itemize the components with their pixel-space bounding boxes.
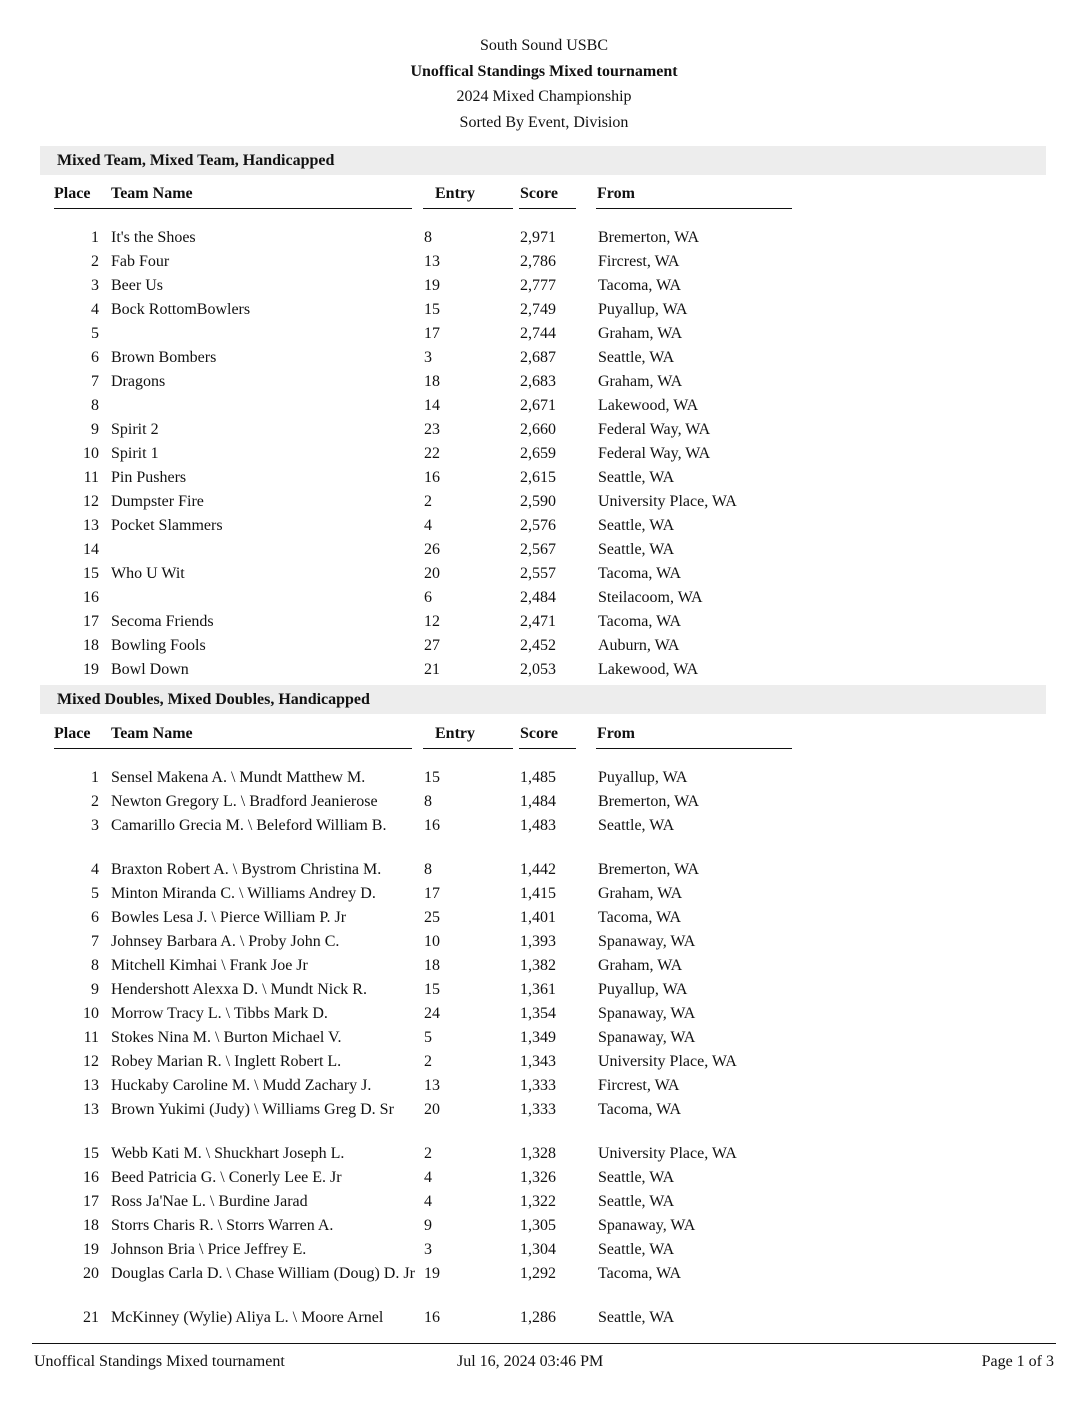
score-cell: 2,687 bbox=[520, 349, 556, 366]
team-name-cell: Huckaby Caroline M. \ Mudd Zachary J. bbox=[111, 1077, 372, 1094]
header-underline bbox=[423, 208, 513, 209]
from-cell: Graham, WA bbox=[598, 325, 683, 342]
team-name-cell: Brown Bombers bbox=[111, 349, 217, 366]
score-cell: 2,971 bbox=[520, 229, 556, 246]
place-cell: 7 bbox=[91, 373, 99, 390]
from-cell: Federal Way, WA bbox=[598, 421, 711, 438]
from-cell: Seattle, WA bbox=[598, 469, 675, 486]
team-name-cell: Ross Ja'Nae L. \ Burdine Jarad bbox=[111, 1193, 308, 1210]
from-cell: Seattle, WA bbox=[598, 1193, 675, 1210]
score-cell: 1,361 bbox=[520, 981, 556, 998]
team-name-cell: Spirit 2 bbox=[111, 421, 159, 438]
section-title: Mixed Team, Mixed Team, Handicapped bbox=[57, 152, 335, 169]
col-entry: Entry bbox=[435, 185, 475, 202]
place-cell: 5 bbox=[91, 325, 99, 342]
team-name-cell: Johnsey Barbara A. \ Proby John C. bbox=[111, 933, 340, 950]
team-name-cell: Morrow Tracy L. \ Tibbs Mark D. bbox=[111, 1005, 328, 1022]
score-cell: 1,415 bbox=[520, 885, 556, 902]
entry-cell: 3 bbox=[424, 349, 432, 366]
score-cell: 1,304 bbox=[520, 1241, 556, 1258]
from-cell: Seattle, WA bbox=[598, 517, 675, 534]
score-cell: 1,333 bbox=[520, 1101, 556, 1118]
from-cell: Seattle, WA bbox=[598, 349, 675, 366]
from-cell: Auburn, WA bbox=[598, 637, 680, 654]
entry-cell: 13 bbox=[424, 253, 440, 270]
score-cell: 2,786 bbox=[520, 253, 556, 270]
from-cell: Tacoma, WA bbox=[598, 909, 681, 926]
sort-note: Sorted By Event, Division bbox=[459, 114, 629, 131]
place-cell: 6 bbox=[91, 349, 99, 366]
entry-cell: 26 bbox=[424, 541, 440, 558]
team-name-cell: Sensel Makena A. \ Mundt Matthew M. bbox=[111, 769, 366, 786]
score-cell: 2,484 bbox=[520, 589, 556, 606]
section-title: Mixed Doubles, Mixed Doubles, Handicapped bbox=[57, 691, 370, 708]
from-cell: University Place, WA bbox=[598, 1145, 737, 1162]
from-cell: Bremerton, WA bbox=[598, 793, 700, 810]
score-cell: 1,333 bbox=[520, 1077, 556, 1094]
team-name-cell: Robey Marian R. \ Inglett Robert L. bbox=[111, 1053, 342, 1070]
place-cell: 18 bbox=[83, 1217, 99, 1234]
entry-cell: 12 bbox=[424, 613, 440, 630]
team-name-cell: Newton Gregory L. \ Bradford Jeanierose bbox=[111, 793, 378, 810]
entry-cell: 17 bbox=[424, 885, 440, 902]
entry-cell: 20 bbox=[424, 565, 440, 582]
place-cell: 9 bbox=[91, 421, 99, 438]
footer-divider bbox=[32, 1343, 1056, 1344]
score-cell: 1,485 bbox=[520, 769, 556, 786]
score-cell: 2,683 bbox=[520, 373, 556, 390]
score-cell: 2,749 bbox=[520, 301, 556, 318]
from-cell: Spanaway, WA bbox=[598, 1005, 696, 1022]
place-cell: 4 bbox=[91, 301, 99, 318]
team-name-cell: Hendershott Alexxa D. \ Mundt Nick R. bbox=[111, 981, 367, 998]
score-cell: 1,305 bbox=[520, 1217, 556, 1234]
report-subtitle: 2024 Mixed Championship bbox=[456, 88, 632, 105]
from-cell: Graham, WA bbox=[598, 885, 683, 902]
team-name-cell: It's the Shoes bbox=[111, 229, 196, 246]
team-name-cell: Pin Pushers bbox=[111, 469, 187, 486]
from-cell: Fircrest, WA bbox=[598, 1077, 680, 1094]
from-cell: Tacoma, WA bbox=[598, 565, 681, 582]
score-cell: 1,292 bbox=[520, 1265, 556, 1282]
score-cell: 2,671 bbox=[520, 397, 556, 414]
team-name-cell: Bock RottomBowlers bbox=[111, 301, 251, 318]
from-cell: Puyallup, WA bbox=[598, 301, 688, 318]
score-cell: 2,053 bbox=[520, 661, 556, 678]
entry-cell: 3 bbox=[424, 1241, 432, 1258]
place-cell: 13 bbox=[83, 1101, 99, 1118]
team-name-cell: Beer Us bbox=[111, 277, 163, 294]
score-cell: 1,484 bbox=[520, 793, 556, 810]
score-cell: 1,326 bbox=[520, 1169, 556, 1186]
team-name-cell: Braxton Robert A. \ Bystrom Christina M. bbox=[111, 861, 382, 878]
from-cell: Seattle, WA bbox=[598, 1169, 675, 1186]
entry-cell: 19 bbox=[424, 277, 440, 294]
place-cell: 12 bbox=[83, 493, 99, 510]
entry-cell: 13 bbox=[424, 1077, 440, 1094]
header-underline bbox=[423, 748, 513, 749]
team-name-cell: Camarillo Grecia M. \ Beleford William B. bbox=[111, 817, 387, 834]
section-header-mixed-doubles bbox=[40, 685, 1046, 714]
from-cell: Lakewood, WA bbox=[598, 661, 699, 678]
score-cell: 2,777 bbox=[520, 277, 556, 294]
place-cell: 15 bbox=[83, 1145, 99, 1162]
team-name-cell: Bowl Down bbox=[111, 661, 189, 678]
footer-timestamp: Jul 16, 2024 03:46 PM bbox=[457, 1353, 604, 1370]
from-cell: Tacoma, WA bbox=[598, 277, 681, 294]
score-cell: 1,483 bbox=[520, 817, 556, 834]
team-name-cell: Who U Wit bbox=[111, 565, 185, 582]
entry-cell: 4 bbox=[424, 1169, 432, 1186]
col-score: Score bbox=[520, 185, 558, 202]
place-cell: 17 bbox=[83, 613, 99, 630]
footer-page-number: Page 1 of 3 bbox=[981, 1353, 1054, 1370]
col-score: Score bbox=[520, 725, 558, 742]
entry-cell: 2 bbox=[424, 493, 432, 510]
entry-cell: 8 bbox=[424, 861, 432, 878]
score-cell: 1,382 bbox=[520, 957, 556, 974]
place-cell: 2 bbox=[91, 793, 99, 810]
section-header-mixed-team bbox=[40, 146, 1046, 175]
place-cell: 17 bbox=[83, 1193, 99, 1210]
col-from: From bbox=[597, 725, 635, 742]
entry-cell: 23 bbox=[424, 421, 440, 438]
place-cell: 8 bbox=[91, 957, 99, 974]
place-cell: 10 bbox=[83, 1005, 99, 1022]
entry-cell: 2 bbox=[424, 1145, 432, 1162]
entry-cell: 9 bbox=[424, 1217, 432, 1234]
header-underline bbox=[596, 748, 792, 749]
entry-cell: 19 bbox=[424, 1265, 440, 1282]
score-cell: 2,471 bbox=[520, 613, 556, 630]
entry-cell: 22 bbox=[424, 445, 440, 462]
from-cell: Seattle, WA bbox=[598, 541, 675, 558]
score-cell: 2,615 bbox=[520, 469, 556, 486]
place-cell: 11 bbox=[83, 1029, 99, 1046]
from-cell: Spanaway, WA bbox=[598, 1217, 696, 1234]
entry-cell: 4 bbox=[424, 517, 432, 534]
team-name-cell: Spirit 1 bbox=[111, 445, 159, 462]
header-underline bbox=[54, 208, 412, 209]
score-cell: 2,659 bbox=[520, 445, 556, 462]
from-cell: University Place, WA bbox=[598, 1053, 737, 1070]
from-cell: Steilacoom, WA bbox=[598, 589, 703, 606]
team-name-cell: Fab Four bbox=[111, 253, 170, 270]
team-name-cell: Dumpster Fire bbox=[111, 493, 204, 510]
from-cell: Puyallup, WA bbox=[598, 981, 688, 998]
org-name: South Sound USBC bbox=[479, 37, 609, 54]
place-cell: 3 bbox=[91, 277, 99, 294]
place-cell: 4 bbox=[91, 861, 99, 878]
place-cell: 18 bbox=[83, 637, 99, 654]
place-cell: 1 bbox=[91, 229, 99, 246]
col-team-name: Team Name bbox=[111, 185, 193, 202]
entry-cell: 2 bbox=[424, 1053, 432, 1070]
from-cell: Seattle, WA bbox=[598, 1241, 675, 1258]
score-cell: 1,349 bbox=[520, 1029, 556, 1046]
report-title: Unoffical Standings Mixed tournament bbox=[410, 63, 678, 80]
team-name-cell: Webb Kati M. \ Shuckhart Joseph L. bbox=[111, 1145, 345, 1162]
entry-cell: 25 bbox=[424, 909, 440, 926]
header-underline bbox=[519, 748, 576, 749]
team-name-cell: Brown Yukimi (Judy) \ Williams Greg D. Sr bbox=[111, 1101, 394, 1118]
place-cell: 19 bbox=[83, 1241, 99, 1258]
score-cell: 1,393 bbox=[520, 933, 556, 950]
entry-cell: 27 bbox=[424, 637, 440, 654]
place-cell: 8 bbox=[91, 397, 99, 414]
from-cell: Bremerton, WA bbox=[598, 861, 700, 878]
place-cell: 16 bbox=[83, 589, 99, 606]
team-name-cell: Pocket Slammers bbox=[111, 517, 223, 534]
footer-title: Unoffical Standings Mixed tournament bbox=[34, 1353, 285, 1370]
entry-cell: 16 bbox=[424, 469, 440, 486]
entry-cell: 4 bbox=[424, 1193, 432, 1210]
team-name-cell: Dragons bbox=[111, 373, 166, 390]
entry-cell: 5 bbox=[424, 1029, 432, 1046]
place-cell: 9 bbox=[91, 981, 99, 998]
score-cell: 1,343 bbox=[520, 1053, 556, 1070]
score-cell: 2,660 bbox=[520, 421, 556, 438]
header-underline bbox=[596, 208, 792, 209]
entry-cell: 20 bbox=[424, 1101, 440, 1118]
entry-cell: 18 bbox=[424, 373, 440, 390]
entry-cell: 16 bbox=[424, 1309, 440, 1326]
place-cell: 19 bbox=[83, 661, 99, 678]
team-name-cell: Johnson Bria \ Price Jeffrey E. bbox=[111, 1241, 307, 1258]
score-cell: 1,354 bbox=[520, 1005, 556, 1022]
entry-cell: 15 bbox=[424, 981, 440, 998]
place-cell: 10 bbox=[83, 445, 99, 462]
place-cell: 11 bbox=[83, 469, 99, 486]
place-cell: 12 bbox=[83, 1053, 99, 1070]
team-name-cell: Stokes Nina M. \ Burton Michael V. bbox=[111, 1029, 342, 1046]
entry-cell: 8 bbox=[424, 793, 432, 810]
entry-cell: 24 bbox=[424, 1005, 440, 1022]
place-cell: 16 bbox=[83, 1169, 99, 1186]
col-team-name: Team Name bbox=[111, 725, 193, 742]
from-cell: Tacoma, WA bbox=[598, 1101, 681, 1118]
place-cell: 21 bbox=[83, 1309, 99, 1326]
from-cell: University Place, WA bbox=[598, 493, 737, 510]
from-cell: Graham, WA bbox=[598, 373, 683, 390]
place-cell: 2 bbox=[91, 253, 99, 270]
score-cell: 1,328 bbox=[520, 1145, 556, 1162]
header-underline bbox=[54, 748, 412, 749]
team-name-cell: Beed Patricia G. \ Conerly Lee E. Jr bbox=[111, 1169, 342, 1186]
score-cell: 2,452 bbox=[520, 637, 556, 654]
entry-cell: 6 bbox=[424, 589, 432, 606]
from-cell: Seattle, WA bbox=[598, 817, 675, 834]
team-name-cell: McKinney (Wylie) Aliya L. \ Moore Arnel bbox=[111, 1309, 384, 1326]
entry-cell: 8 bbox=[424, 229, 432, 246]
score-cell: 2,590 bbox=[520, 493, 556, 510]
entry-cell: 21 bbox=[424, 661, 440, 678]
place-cell: 20 bbox=[83, 1265, 99, 1282]
team-name-cell: Douglas Carla D. \ Chase William (Doug) D. Jr bbox=[111, 1265, 415, 1282]
score-cell: 1,442 bbox=[520, 861, 556, 878]
place-cell: 3 bbox=[91, 817, 99, 834]
team-name-cell: Secoma Friends bbox=[111, 613, 214, 630]
entry-cell: 18 bbox=[424, 957, 440, 974]
place-cell: 15 bbox=[83, 565, 99, 582]
team-name-cell: Minton Miranda C. \ Williams Andrey D. bbox=[111, 885, 376, 902]
score-cell: 2,557 bbox=[520, 565, 556, 582]
score-cell: 2,744 bbox=[520, 325, 556, 342]
place-cell: 7 bbox=[91, 933, 99, 950]
entry-cell: 15 bbox=[424, 769, 440, 786]
score-cell: 2,567 bbox=[520, 541, 556, 558]
score-cell: 1,401 bbox=[520, 909, 556, 926]
team-name-cell: Bowling Fools bbox=[111, 637, 206, 654]
col-place: Place bbox=[54, 725, 91, 742]
team-name-cell: Bowles Lesa J. \ Pierce William P. Jr bbox=[111, 909, 347, 926]
col-place: Place bbox=[54, 185, 91, 202]
from-cell: Puyallup, WA bbox=[598, 769, 688, 786]
from-cell: Spanaway, WA bbox=[598, 933, 696, 950]
from-cell: Seattle, WA bbox=[598, 1309, 675, 1326]
place-cell: 13 bbox=[83, 517, 99, 534]
col-entry: Entry bbox=[435, 725, 475, 742]
from-cell: Federal Way, WA bbox=[598, 445, 711, 462]
header-underline bbox=[519, 208, 576, 209]
score-cell: 1,322 bbox=[520, 1193, 556, 1210]
from-cell: Lakewood, WA bbox=[598, 397, 699, 414]
place-cell: 13 bbox=[83, 1077, 99, 1094]
entry-cell: 17 bbox=[424, 325, 440, 342]
entry-cell: 16 bbox=[424, 817, 440, 834]
place-cell: 5 bbox=[91, 885, 99, 902]
place-cell: 6 bbox=[91, 909, 99, 926]
score-cell: 1,286 bbox=[520, 1309, 556, 1326]
col-from: From bbox=[597, 185, 635, 202]
entry-cell: 10 bbox=[424, 933, 440, 950]
entry-cell: 15 bbox=[424, 301, 440, 318]
score-cell: 2,576 bbox=[520, 517, 556, 534]
place-cell: 14 bbox=[83, 541, 99, 558]
from-cell: Tacoma, WA bbox=[598, 613, 681, 630]
from-cell: Fircrest, WA bbox=[598, 253, 680, 270]
from-cell: Spanaway, WA bbox=[598, 1029, 696, 1046]
team-name-cell: Storrs Charis R. \ Storrs Warren A. bbox=[111, 1217, 334, 1234]
from-cell: Tacoma, WA bbox=[598, 1265, 681, 1282]
team-name-cell: Mitchell Kimhai \ Frank Joe Jr bbox=[111, 957, 308, 974]
from-cell: Graham, WA bbox=[598, 957, 683, 974]
place-cell: 1 bbox=[91, 769, 99, 786]
entry-cell: 14 bbox=[424, 397, 440, 414]
from-cell: Bremerton, WA bbox=[598, 229, 700, 246]
